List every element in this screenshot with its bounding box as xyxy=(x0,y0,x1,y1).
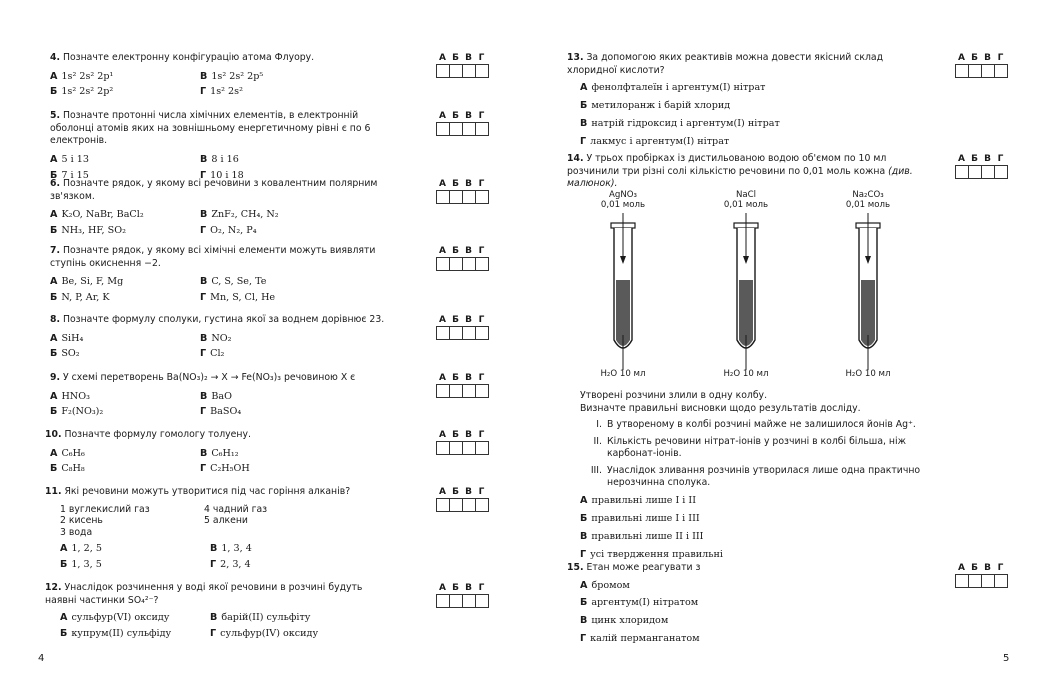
q4-answer-grid[interactable]: А Б В Г xyxy=(436,52,489,78)
q14-answer-grid[interactable]: А Б В Г xyxy=(955,153,1008,179)
tube-3-water: H₂O 10 мл xyxy=(845,369,891,379)
q10-option-g[interactable]: Г C₂H₅OH xyxy=(200,463,250,475)
q7-option-b[interactable]: Б N, P, Ar, K xyxy=(50,292,110,304)
q14-statement-2: II. Кількість речовини нітрат-іонів у розчині в колбі більша, ніж карбонат-іонів. xyxy=(593,435,906,460)
q14-option-a[interactable]: А правильні лише I і II xyxy=(580,494,696,506)
q11-text: Які речовини можуть утворитися під час горіння алканів? xyxy=(64,486,351,497)
q4-option-v[interactable]: В 1s² 2s² 2p⁵ xyxy=(200,70,264,82)
q11-answer-grid[interactable]: А Б В Г xyxy=(436,486,489,512)
q9-text: У схемі перетворень Ba(NO₃)₂ → X → Fe(NO₃)₃ речовиною X є xyxy=(62,372,356,383)
q7-option-a[interactable]: А Be, Si, F, Mg xyxy=(50,276,124,288)
q6-option-a[interactable]: А K₂O, NaBr, BaCl₂ xyxy=(50,209,144,221)
q5-option-g[interactable]: Г 10 і 18 xyxy=(200,169,244,181)
q8-text: Позначте формулу сполуки, густина якої за воднем дорівнює 23. xyxy=(62,314,385,325)
tube-1-water: H₂O 10 мл xyxy=(600,369,646,379)
q6-option-g[interactable]: Г O₂, N₂, P₄ xyxy=(200,225,257,237)
q9-answer-grid[interactable]: А Б В Г xyxy=(436,372,489,398)
question-15: 15. Етан може реагувати з А бромом Б аргентум(I) нітратом В цинк хлоридом Г калій перманганатом xyxy=(567,562,922,646)
q9-option-b[interactable]: Б F₂(NO₃)₂ xyxy=(50,406,104,418)
q13-option-g[interactable]: Г лакмус і аргентум(I) нітрат xyxy=(580,135,730,147)
q13-option-b[interactable]: Б метилоранж і барій хлорид xyxy=(580,100,731,112)
q14-option-v[interactable]: В правильні лише II і III xyxy=(580,530,704,542)
q8-option-v[interactable]: В NO₂ xyxy=(200,332,232,344)
tube-2-label: NaCl 0,01 моль xyxy=(723,190,769,211)
question-6: 6. Позначте рядок, у якому всі речовини з ковалентним полярним зв'язком. А K₂O, NaBr, BaCl₂ В ZnF₂, CH₄, N₂ Б NH₃, HF, SO₂ Г O₂, N₂, P₄ xyxy=(50,178,390,238)
question-14: 14. У трьох пробірках із дистильованою водою об'ємом по 10 мл розчинили три різні солі кількістю речовини по 0,01 моль кожна (див. малюнок). xyxy=(567,153,913,190)
q11-item-2: 2 кисень xyxy=(60,515,103,527)
q14-statement-3: III. Унаслідок зливання розчинів утворилася лише одна практично нерозчинна сполука. xyxy=(590,464,921,489)
question-11: 11. Які речовини можуть утворитися під час горіння алканів? 1 вуглекислий газ 4 чадний газ 2 кисень 5 алкени 3 вода А 1, 2, 5 В 1, 3, 4 Б 1, 3, 5 Г 2, 3, 4 xyxy=(45,486,390,572)
question-9: 9. У схемі перетворень Ba(NO₃)₂ → X → Fe(NO₃)₃ речовиною X є А HNO₃ В BaO Б F₂(NO₃)₂ Г BaSO₄ xyxy=(50,372,390,419)
q13-answer-grid[interactable]: А Б В Г xyxy=(955,52,1008,78)
q14-after-1: Утворені розчини злили в одну колбу. xyxy=(580,390,768,401)
q7-answer-grid[interactable]: А Б В Г xyxy=(436,245,489,271)
q11-item-1: 1 вуглекислий газ xyxy=(60,503,150,515)
q15-option-b[interactable]: Б аргентум(I) нітратом xyxy=(580,597,699,609)
q9-option-g[interactable]: Г BaSO₄ xyxy=(200,406,242,418)
q12-option-g[interactable]: Г сульфур(IV) оксиду xyxy=(210,628,319,640)
question-7: 7. Позначте рядок, у якому всі хімічні елементи можуть виявляти ступінь окиснення −2. А Be, Si, F, Mg В C, S, Se, Te Б N, P, Ar, K Г Mn, S, Cl, He xyxy=(50,245,390,305)
q15-option-a[interactable]: А бромом xyxy=(580,579,630,591)
q12-text: Унаслідок розчинення у воді якої речовини в розчині будуть наявні частинки SO₄²⁻? xyxy=(45,582,363,606)
q14-option-g[interactable]: Г усі твердження правильні xyxy=(580,548,723,560)
tube-3-label: Na₂CO₃ 0,01 моль xyxy=(845,190,891,211)
q5-text: Позначте протонні числа хімічних елементів, в електронній оболонці атомів яких на зовнішньому енергетичному рівні є по 6 електронів. xyxy=(50,110,371,147)
q9-option-v[interactable]: В BaO xyxy=(200,390,232,402)
q8-option-b[interactable]: Б SO₂ xyxy=(50,348,80,360)
q10-option-a[interactable]: А C₆H₆ xyxy=(50,447,85,459)
q11-option-a[interactable]: А 1, 2, 5 xyxy=(60,543,102,555)
test-tube-3 xyxy=(856,213,880,370)
q15-option-g[interactable]: Г калій перманганатом xyxy=(580,633,700,645)
q12-option-v[interactable]: В барій(II) сульфіту xyxy=(210,612,311,624)
test-tube-2 xyxy=(734,213,758,370)
question-5: 5. Позначте протонні числа хімічних елементів, в електронній оболонці атомів яких на зовнішньому енергетичному рівні є по 6 електронів. А 5 і 13 В 8 і 16 Б 7 і 15 Г 10 і 18 xyxy=(50,110,390,183)
q14-after-2: Визначте правильні висновки щодо результатів досліду. xyxy=(580,402,861,414)
q6-option-v[interactable]: В ZnF₂, CH₄, N₂ xyxy=(200,209,279,221)
q6-text: Позначте рядок, у якому всі речовини з ковалентним полярним зв'язком. xyxy=(50,178,378,202)
q14-continuation xyxy=(580,390,930,562)
question-10: 10. Позначте формулу гомологу толуену. А C₆H₆ В C₆H₁₂ Б C₈H₈ Г C₂H₅OH xyxy=(45,429,390,476)
q11-item-3: 3 вода xyxy=(60,526,93,538)
q7-option-g[interactable]: Г Mn, S, Cl, He xyxy=(200,292,276,304)
q5-option-a[interactable]: А 5 і 13 xyxy=(50,153,89,165)
q12-answer-grid[interactable]: А Б В Г xyxy=(436,582,489,608)
q4-text: Позначте електронну конфігурацію атома Флуору. xyxy=(62,52,315,63)
q12-option-b[interactable]: Б купрум(II) сульфіду xyxy=(60,628,172,640)
q13-option-a[interactable]: А фенолфталеїн і аргентум(I) нітрат xyxy=(580,82,766,94)
q15-answer-grid[interactable]: А Б В Г xyxy=(955,562,1008,588)
q8-answer-grid[interactable]: А Б В Г xyxy=(436,314,489,340)
q15-option-v[interactable]: В цинк хлоридом xyxy=(580,615,669,627)
q5-option-b[interactable]: Б 7 і 15 xyxy=(50,169,89,181)
q8-option-a[interactable]: А SiH₄ xyxy=(50,332,84,344)
q8-option-g[interactable]: Г Cl₂ xyxy=(200,348,225,360)
q13-option-v[interactable]: В натрій гідроксид і аргентум(I) нітрат xyxy=(580,117,780,129)
q5-option-v[interactable]: В 8 і 16 xyxy=(200,153,239,165)
q4-option-b[interactable]: Б 1s² 2s² 2p² xyxy=(50,86,114,98)
right-page xyxy=(525,0,1050,682)
page-number-left: 4 xyxy=(38,653,45,664)
tube-2-water: H₂O 10 мл xyxy=(723,369,769,379)
q10-answer-grid[interactable]: А Б В Г xyxy=(436,429,489,455)
q11-item-4: 4 чадний газ xyxy=(204,503,268,515)
q11-option-b[interactable]: Б 1, 3, 5 xyxy=(60,559,102,571)
q6-answer-grid[interactable]: А Б В Г xyxy=(436,178,489,204)
q14-statement-1: I. В утвореному в колбі розчині майже не залишилося йонів Ag⁺. xyxy=(596,419,916,431)
q10-option-v[interactable]: В C₆H₁₂ xyxy=(200,447,239,459)
q10-option-b[interactable]: Б C₈H₈ xyxy=(50,463,85,475)
q11-item-5: 5 алкени xyxy=(204,515,248,527)
q9-option-a[interactable]: А HNO₃ xyxy=(50,390,90,402)
q14-text-em: (див. малюнок). xyxy=(567,165,913,190)
question-12: 12. Унаслідок розчинення у воді якої речовини в розчині будуть наявні частинки SO₄²⁻? А сульфур(VI) оксиду В барій(II) сульфіту Б купрум(II) сульфіду Г сульфур(IV) оксиду xyxy=(45,582,390,641)
q11-option-v[interactable]: В 1, 3, 4 xyxy=(210,543,252,555)
q15-text: Етан може реагувати з xyxy=(586,562,701,573)
q7-option-v[interactable]: В C, S, Se, Te xyxy=(200,276,267,288)
tube-1-label: AgNO₃ 0,01 моль xyxy=(600,190,646,211)
q11-option-g[interactable]: Г 2, 3, 4 xyxy=(210,559,251,571)
q4-option-a[interactable]: А 1s² 2s² 2p¹ xyxy=(50,70,114,82)
q4-number: 4. xyxy=(50,52,61,63)
q12-option-a[interactable]: А сульфур(VI) оксиду xyxy=(60,612,170,624)
question-13: 13. За допомогою яких реактивів можна довести якісний склад хлоридної кислоти? А фенолфталеїн і аргентум(I) нітрат Б метилоранж і барій хлорид В натрій гідроксид і аргентум(I) нітрат Г лакмус і аргентум(I) нітрат xyxy=(567,52,922,149)
q5-answer-grid[interactable]: А Б В Г xyxy=(436,110,489,136)
question-8: 8. Позначте формулу сполуки, густина якої за воднем дорівнює 23. А SiH₄ В NO₂ Б SO₂ Г Cl₂ xyxy=(50,314,390,361)
q4-option-g[interactable]: Г 1s² 2s² xyxy=(200,86,243,98)
q6-option-b[interactable]: Б NH₃, HF, SO₂ xyxy=(50,225,126,237)
test-tube-1 xyxy=(611,213,635,370)
page-number-right: 5 xyxy=(1003,653,1010,664)
q10-text: Позначте формулу гомологу толуену. xyxy=(64,429,251,440)
q13-text: За допомогою яких реактивів можна довести якісний склад хлоридної кислоти? xyxy=(567,52,884,76)
q7-text: Позначте рядок, у якому всі хімічні елементи можуть виявляти ступінь окиснення −2. xyxy=(50,245,376,269)
q14-option-b[interactable]: Б правильні лише I і III xyxy=(580,512,700,524)
q14-text: У трьох пробірках із дистильованою водою об'ємом по 10 мл розчинили три різні солі кількістю речовини по 0,01 моль кожна xyxy=(567,153,887,177)
question-4 xyxy=(50,52,390,99)
